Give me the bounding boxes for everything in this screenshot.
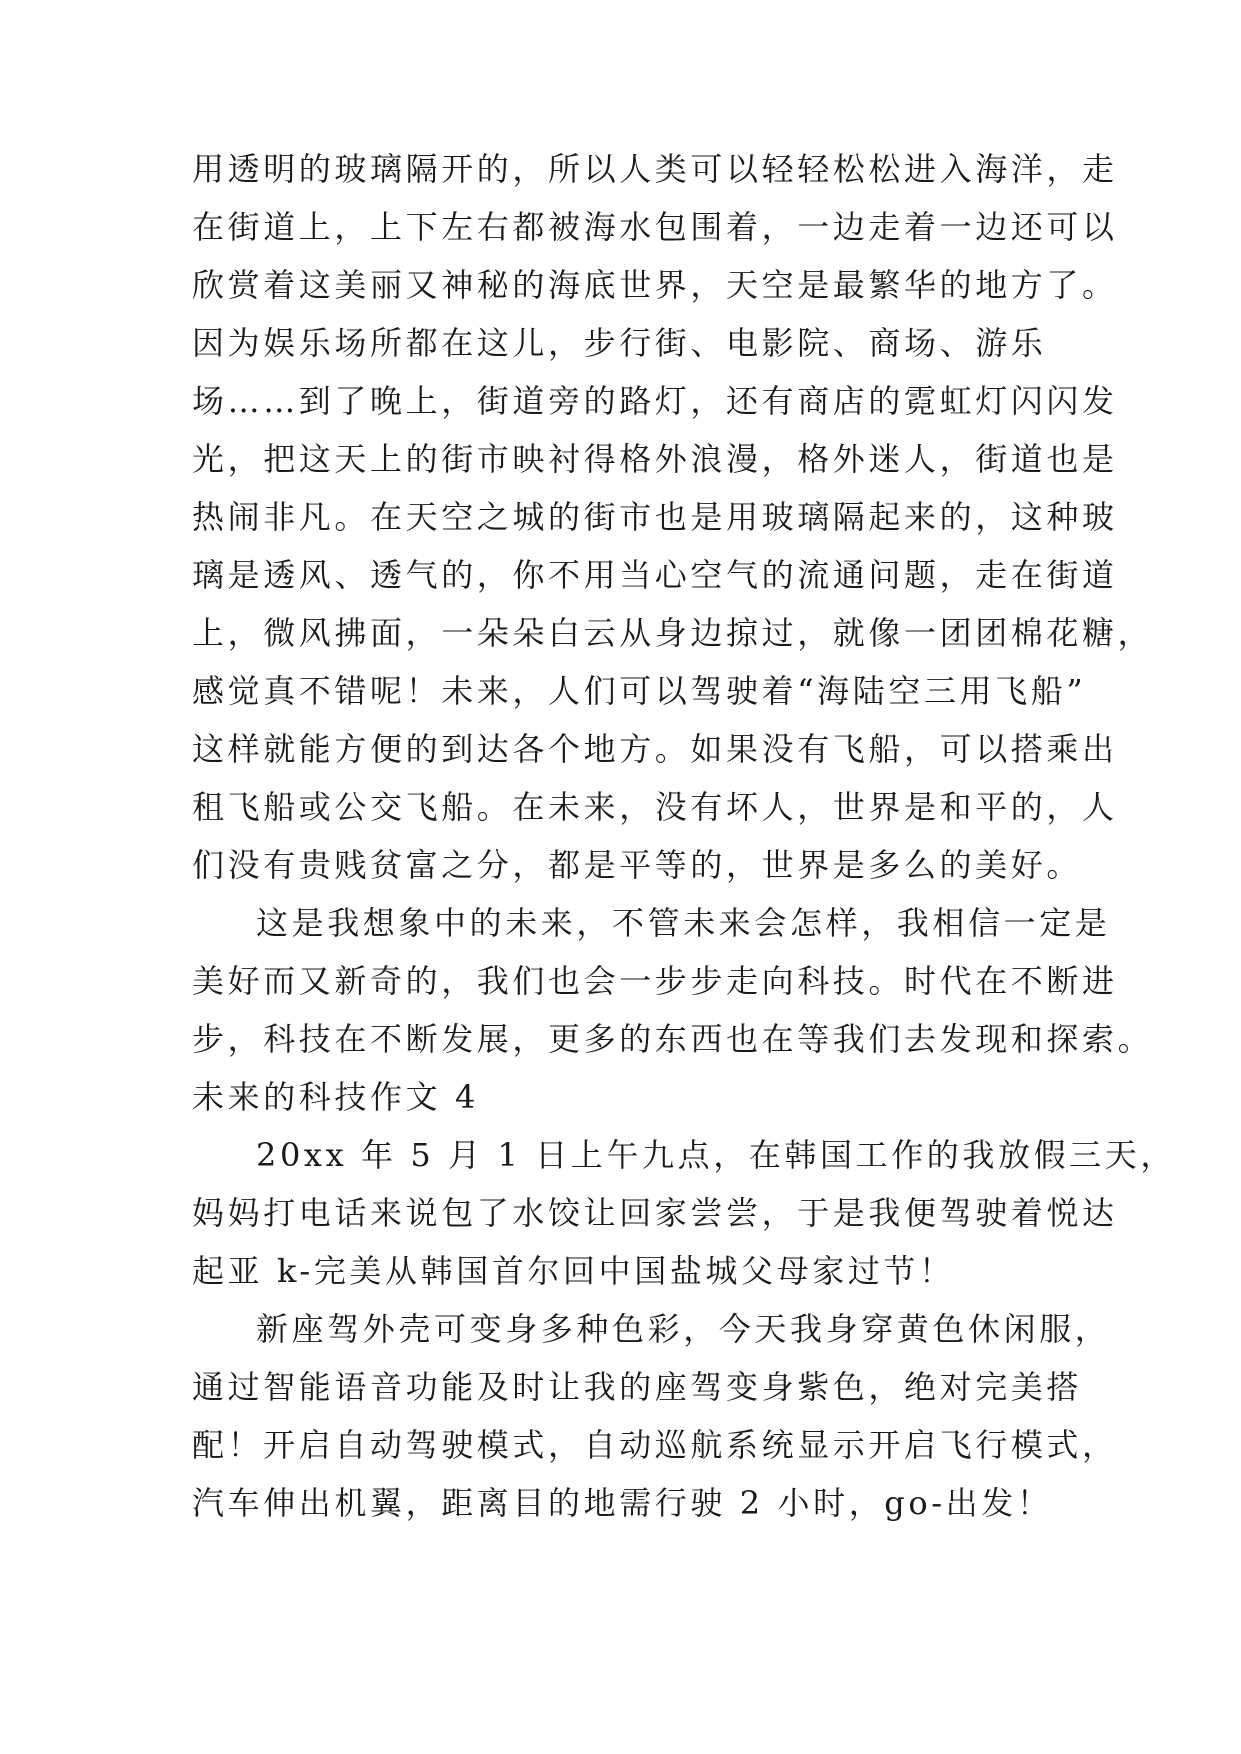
text-line: 这样就能方便的到达各个地方。如果没有飞船，可以搭乘出 <box>192 730 1118 768</box>
text-line: 妈妈打电话来说包了水饺让回家尝尝，于是我便驾驶着悦达 <box>192 1194 1118 1232</box>
text-line: 上，微风拂面，一朵朵白云从身边掠过，就像一团团棉花糖， <box>192 614 1154 652</box>
text-line: 感觉真不错呢！未来，人们可以驾驶着“海陆空三用飞船” <box>192 672 1087 710</box>
text-line: 欣赏着这美丽又神秘的海底世界，天空是最繁华的地方了。 <box>192 266 1118 304</box>
text-line: 配！开启自动驾驶模式，自动巡航系统显示开启飞行模式， <box>192 1426 1118 1464</box>
text-line: 租飞船或公交飞船。在未来，没有坏人，世界是和平的，人 <box>192 788 1118 826</box>
paragraph-start-line: 20xx 年 5 月 1 日上午九点，在韩国工作的我放假三天， <box>256 1136 1176 1174</box>
text-line: 光，把这天上的街市映衬得格外浪漫，格外迷人，街道也是 <box>192 440 1118 478</box>
text-line: 美好而又新奇的，我们也会一步步走向科技。时代在不断进 <box>192 962 1118 1000</box>
text-line: 步，科技在不断发展，更多的东西也在等我们去发现和探索。 <box>192 1020 1154 1058</box>
text-line: 通过智能语音功能及时让我的座驾变身紫色，绝对完美搭 <box>192 1368 1083 1406</box>
text-line: 汽车伸出机翼，距离目的地需行驶 2 小时，go-出发！ <box>192 1484 1053 1522</box>
text-line: 场……到了晚上，街道旁的路灯，还有商店的霓虹灯闪闪发 <box>192 382 1118 420</box>
paragraph-start-line: 这是我想象中的未来，不管未来会怎样，我相信一定是 <box>256 904 1111 942</box>
text-line: 用透明的玻璃隔开的，所以人类可以轻轻松松进入海洋，走 <box>192 150 1118 188</box>
text-line: 们没有贵贱贫富之分，都是平等的，世界是多么的美好。 <box>192 846 1083 884</box>
text-line: 起亚 k-完美从韩国首尔回中国盐城父母家过节！ <box>192 1252 955 1290</box>
text-line: 热闹非凡。在天空之城的街市也是用玻璃隔起来的，这种玻 <box>192 498 1118 536</box>
section-title: 未来的科技作文 4 <box>192 1078 479 1116</box>
text-line: 因为娱乐场所都在这儿，步行街、电影院、商场、游乐 <box>192 324 1047 362</box>
paragraph-start-line: 新座驾外壳可变身多种色彩，今天我身穿黄色休闲服， <box>256 1310 1111 1348</box>
text-line: 在街道上，上下左右都被海水包围着，一边走着一边还可以 <box>192 208 1118 246</box>
text-line: 璃是透风、透气的，你不用当心空气的流通问题，走在街道 <box>192 556 1118 594</box>
